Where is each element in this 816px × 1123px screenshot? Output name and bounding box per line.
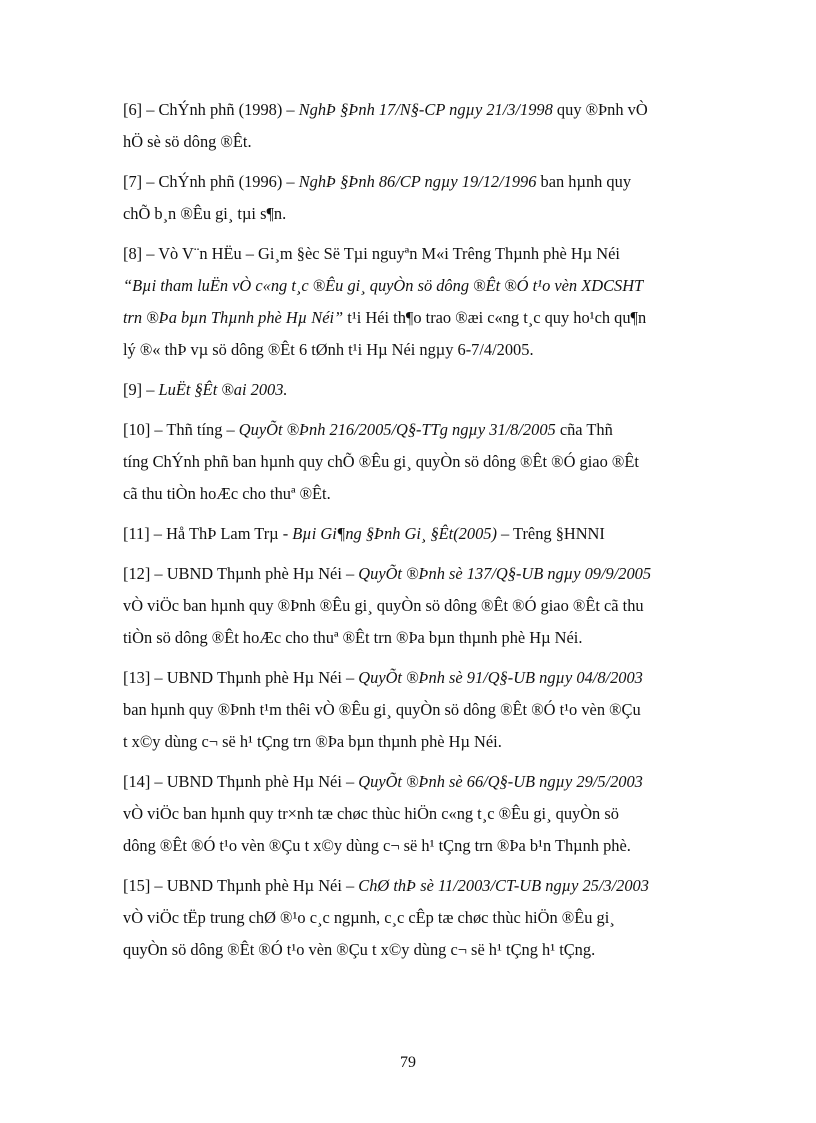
reference-line [123, 726, 773, 758]
reference-entry [123, 166, 773, 230]
reference-line [123, 590, 773, 622]
reference-title-text: ChØ thÞ sè 11/2003/CT-UB ngµy 25/3/2003 [358, 876, 649, 895]
reference-text: hÖ sè sö dông ®Êt. [123, 132, 252, 151]
reference-text: vÒ viÖc tËp trung chØ ®¹o c¸c ngµnh, c¸c cÊp tæ chøc thùc hiÖn ®Êu gi¸ [123, 908, 615, 927]
reference-text: tiÒn sö dông ®Êt hoÆc cho thuª ®Êt trn ®Þa bµn thµnh phè Hµ Néi. [123, 628, 583, 647]
reference-text: [12] – UBND Thµnh phè Hµ Néi – [123, 564, 359, 583]
reference-text: [8] – Vò V¨n HËu – Gi¸m §èc Së Tµi nguyªn M«i Trêng Thµnh phè Hµ Néi [123, 244, 620, 263]
reference-text: [15] – UBND Thµnh phè Hµ Néi – [123, 876, 359, 895]
reference-text: [14] – UBND Thµnh phè Hµ Néi – [123, 772, 359, 791]
reference-text: ban hµnh quy ®Þnh t¹m thêi vÒ ®Êu gi¸ quyÒn sö dông ®Êt ®Ó t¹o vèn ®Çu [123, 700, 641, 719]
reference-title-text: Bµi Gi¶ng §Þnh Gi¸ §Êt(2005) [292, 524, 497, 543]
reference-entry [123, 870, 773, 966]
reference-text: [13] – UBND Thµnh phè Hµ Néi – [123, 668, 359, 687]
reference-line [123, 478, 773, 510]
reference-text: [11] – Hå ThÞ Lam Trµ - [123, 524, 293, 543]
reference-text: vÒ viÖc ban hµnh quy ®Þnh ®Êu gi¸ quyÒn sö dông ®Êt ®Ó giao ®Êt cã thu [123, 596, 644, 615]
reference-title-text: “Bµi tham luËn vÒ c«ng t¸c ®Êu gi¸ quyÒn sö dông ®Êt ®Ó t¹o vèn XDCSHT [123, 276, 644, 295]
reference-line [123, 166, 773, 198]
reference-entry [123, 662, 773, 758]
reference-text: dông ®Êt ®Ó t¹o vèn ®Çu t x©y dùng c¬ së h¹ tÇng trn ®Þa b¹n Thµnh phè. [123, 836, 631, 855]
reference-line [123, 414, 773, 446]
reference-text: ban hµnh quy [536, 172, 632, 191]
reference-text: [6] – ChÝnh phñ (1998) – [123, 100, 299, 119]
reference-entry [123, 238, 773, 366]
reference-entry [123, 558, 773, 654]
reference-entry [123, 414, 773, 510]
reference-text: cã thu tiÒn hoÆc cho thuª ®Êt. [123, 484, 331, 503]
reference-line [123, 446, 773, 478]
reference-line [123, 558, 773, 590]
reference-line [123, 766, 773, 798]
reference-entry [123, 518, 773, 550]
reference-entry [123, 374, 773, 406]
reference-line [123, 622, 773, 654]
reference-text: tíng ChÝnh phñ ban hµnh quy chÕ ®Êu gi¸ quyÒn sö dông ®Êt ®Ó giao ®Êt [123, 452, 639, 471]
reference-text: [7] – ChÝnh phñ (1996) – [123, 172, 299, 191]
reference-line [123, 830, 773, 862]
reference-text: quy ®Þnh vÒ [552, 100, 648, 119]
reference-title-text: NghÞ §Þnh 17/N§-CP ngµy 21/3/1998 [298, 100, 553, 119]
reference-line [123, 302, 773, 334]
reference-line [123, 126, 773, 158]
reference-line [123, 94, 773, 126]
reference-line [123, 662, 773, 694]
reference-text: t¹i Héi th¶o trao ®æi c«ng t¸c quy ho¹ch qu¶n [343, 308, 647, 327]
reference-text: – Trêng §HNNI [496, 524, 605, 543]
reference-title-text: NghÞ §Þnh 86/CP ngµy 19/12/1996 [298, 172, 537, 191]
reference-entry [123, 766, 773, 862]
reference-title-text: LuËt §Êt ®ai 2003. [158, 380, 288, 399]
reference-title-text: trn ®Þa bµn Thµnh phè Hµ Néi” [123, 308, 344, 327]
reference-entry [123, 94, 773, 158]
reference-line [123, 518, 773, 550]
reference-line [123, 934, 773, 966]
reference-text: [9] – [123, 380, 159, 399]
reference-line [123, 694, 773, 726]
reference-line [123, 238, 773, 270]
reference-text: quyÒn sö dông ®Êt ®Ó t¹o vèn ®Çu t x©y dùng c¬ së h¹ tÇng h¹ tÇng. [123, 940, 596, 959]
reference-list [123, 94, 773, 974]
reference-line [123, 334, 773, 366]
reference-line [123, 870, 773, 902]
reference-line [123, 374, 773, 406]
reference-text: vÒ viÖc ban hµnh quy tr×nh tæ chøc thùc hiÖn c«ng t¸c ®Êu gi¸ quyÒn sö [123, 804, 619, 823]
reference-title-text: QuyÕt ®Þnh sè 66/Q§-UB ngµy 29/5/2003 [358, 772, 643, 791]
reference-text: lý ®« thÞ vµ sö dông ®Êt 6 tØnh t¹i Hµ Néi ngµy 6-7/4/2005. [123, 340, 534, 359]
reference-line [123, 902, 773, 934]
reference-title-text: QuyÕt ®Þnh sè 91/Q§-UB ngµy 04/8/2003 [358, 668, 643, 687]
reference-text: [10] – Thñ tíng – [123, 420, 239, 439]
reference-line [123, 270, 773, 302]
reference-line [123, 198, 773, 230]
reference-title-text: QuyÕt ®Þnh sè 137/Q§-UB ngµy 09/9/2005 [358, 564, 652, 583]
reference-text: t x©y dùng c¬ së h¹ tÇng trn ®Þa bµn thµnh phè Hµ Néi. [123, 732, 502, 751]
reference-text: chÕ b¸n ®Êu gi¸ tµi s¶n. [123, 204, 287, 223]
reference-text: cña Thñ [555, 420, 613, 439]
page-number: 79 [400, 1054, 416, 1071]
reference-line [123, 798, 773, 830]
reference-title-text: QuyÕt ®Þnh 216/2005/Q§-TTg ngµy 31/8/2005 [238, 420, 556, 439]
